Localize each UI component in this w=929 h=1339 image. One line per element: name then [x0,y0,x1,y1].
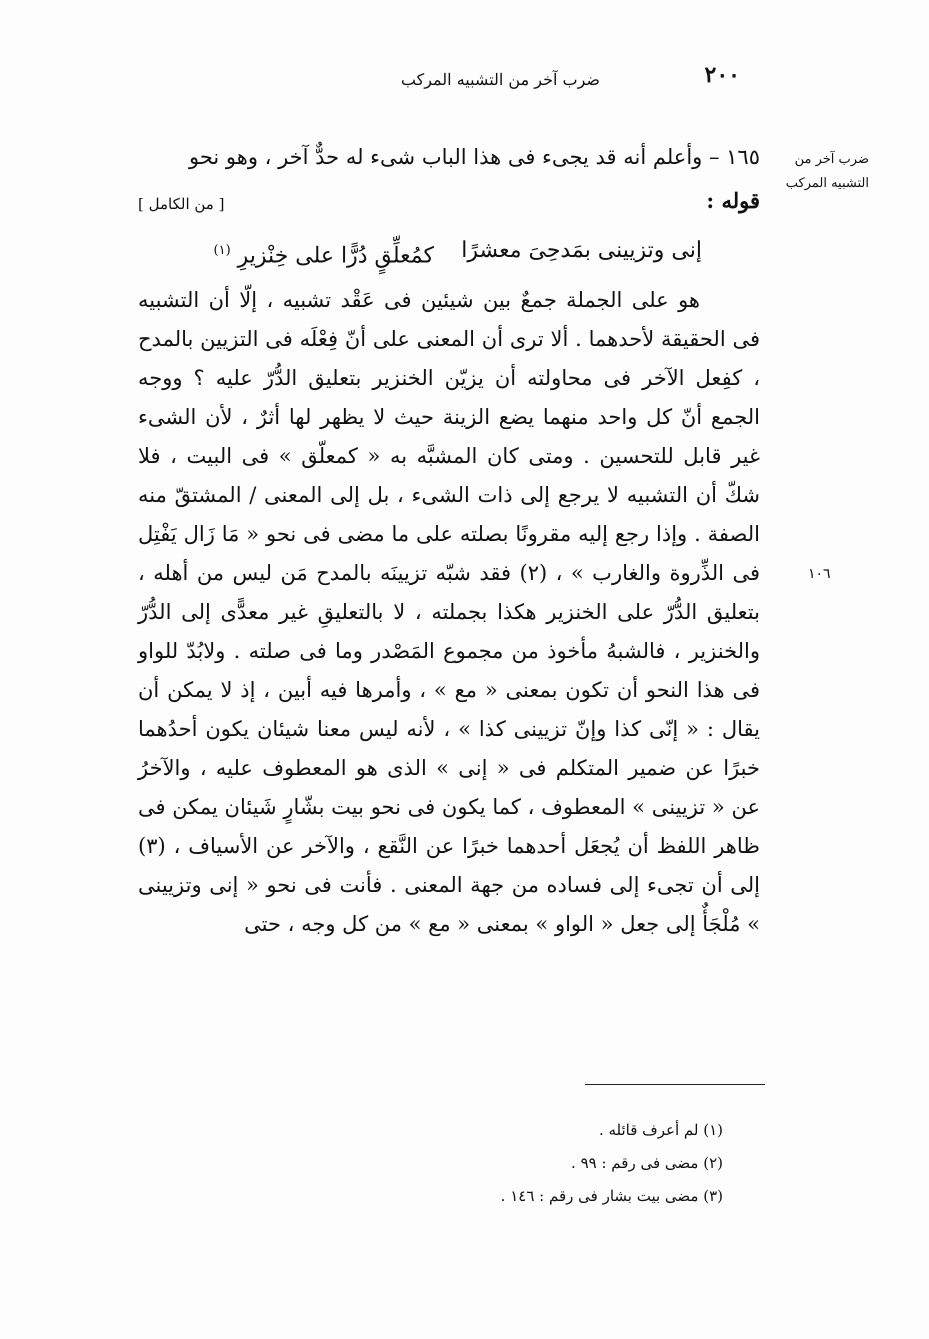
section-intro: ١٦٥ – وأعلم أنه قد يجىء فى هذا الباب شىء له حدٌّ آخر ، وهو نحو [188,145,760,169]
margin-line-reference: ١٠٦ [808,566,831,582]
quote-intro-row [138,177,760,219]
footnote-divider [585,1084,765,1085]
footnote-marker: (١) [213,243,231,258]
quote-intro: قوله : [706,188,760,213]
verse-first-hemistich: إنى وتزيينى بمَدحِىَ معشرًا [461,238,702,263]
footnote-1: (١) لم أعرف قائله . [598,1121,723,1139]
footnotes [501,1114,723,1213]
verse-second-hemistich-wrap [214,231,434,275]
footnote-2: (٢) مضى فى رقم : ٩٩ . [571,1154,723,1172]
poetry-verse [138,219,760,281]
poetic-meter-label: [ من الكامل ] [138,195,225,213]
page-number: ٢٠٠ [704,62,740,88]
main-text [138,138,760,944]
margin-side-note: ضرب آخر من التشبيه المركب [785,152,869,191]
running-title: ضرب آخر من التشبيه المركب [400,70,600,89]
verse-second-hemistich: كمُعلِّقٍ دُرًّا على خِنْزيرِ [237,243,434,269]
footnote-3: (٣) مضى بيت بشار فى رقم : ١٤٦ . [500,1187,723,1205]
body-paragraph: هو على الجملة جمعٌ بين شيئين فى عَقْد تشبيه ، إلّا أن التشبيه فى الحقيقة لأحدهما . ألا ترى أن المعنى على أنّ فِعْلَه فى التزيين بالمدح ، كفِعل الآخر فى محاولته أن يزيّن الخنزير بتعليق الدُّرّ عليه ؟ ووجه الجمع أنّ كل واحد منهما يضع الزينة حيث لا يظهر لها أثرٌ ، لأن الشىء غير قابل للتحسين . ومتى كان المشبَّه به « كمعلّق » فى البيت ، فلا شكّ أن التشبيه لا يرجع إلى ذات الشىء ، بل إلى المعنى / المشتقّ منه الصفة . وإذا رجع إليه مقرونًا بصلته على ما مضى فى نحو « مَا زَال يَفْتِل فى الذِّروة والغارب » ، (٢) فقد شبّه تزيينَه بالمدح مَن ليس من أهله ، بتعليق الدُّرّ على الخنزير هكذا بجملته ، لا بالتعليقِ غير معدًّى إلى الدُّرّ والخنزير ، فالشبهُ مأخوذ من مجموع المَصْدر وما فى صلته . ولابُدّ للواو فى هذا النحو أن تكون بمعنى « مع » ، وأمرها فيه أبين ، إذ لا يمكن أن يقال : « إنّى كذا وإنّ تزيينى كذا » ، لأنه ليس معنا شيئان يكون أحدُهما خبرًا عن ضمير المتكلم فى « إنى » الذى هو المعطوف عليه ، والآخرُ عن « تزيينى » المعطوف ، كما يكون فى نحو بيت بشّارٍ شَيئان يمكن فى ظاهر اللفظ أن يُجعَل أحدهما خبرًا عن النَّقع ، والآخر عن الأسياف ، (٣) إلى أن تجىء إلى فساده من جهة المعنى . فأنت فى نحو « إنى وتزيينى » مُلْجَأٌ إلى جعل « الواو » بمعنى « مع » من كل وجه ، حتى [138,288,761,936]
page-header [340,62,740,92]
